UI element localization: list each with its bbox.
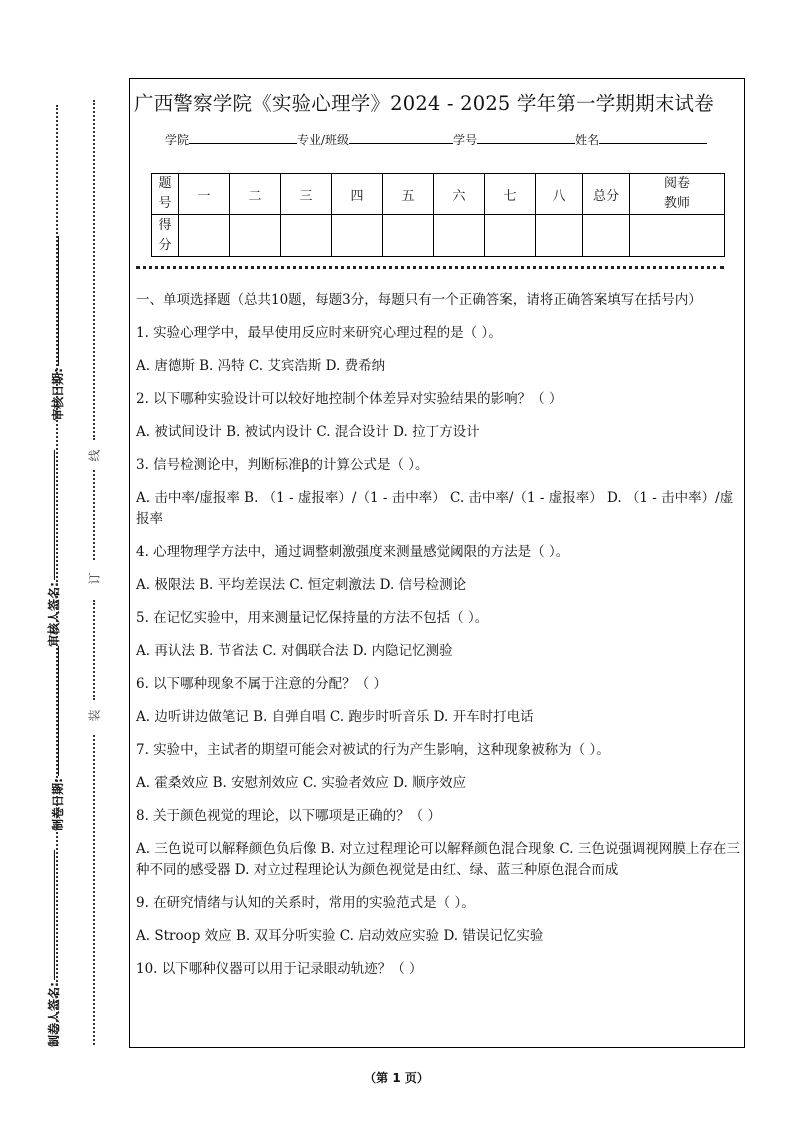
score-header-cell: 总分	[583, 174, 630, 215]
binding-char-staple: 订	[87, 572, 102, 585]
maker-date-label: 制卷日期:	[50, 778, 65, 831]
score-cell[interactable]	[630, 215, 725, 257]
question-options: A. 极限法 B. 平均差误法 C. 恒定刺激法 D. 信号检测论	[136, 577, 467, 593]
score-header-cell: 题 号	[152, 174, 179, 215]
question-text: 10. 以下哪种仪器可以用于记录眼动轨迹？（ ）	[136, 961, 423, 977]
maker-sign-field	[45, 850, 62, 1047]
question-options: A. 边听讲边做笔记 B. 自弹自唱 C. 跑步时听音乐 D. 开车时打电话	[136, 709, 534, 725]
score-cell[interactable]	[179, 215, 230, 257]
question-text: 4. 心理物理学方法中，通过调整刺激强度来测量感觉阈限的方法是（ ）。	[136, 544, 570, 560]
page-number: （第 1 页）	[364, 1071, 429, 1085]
score-header-cell: 六	[434, 174, 485, 215]
binding-char-line: 线	[87, 449, 102, 462]
question-text: 8. 关于颜色视觉的理论，以下哪项是正确的？（ ）	[136, 808, 441, 824]
exam-title: 广西警察学院《实验心理学》2024 - 2025 学年第一学期期末试卷	[134, 92, 714, 115]
score-cell[interactable]	[383, 215, 434, 257]
outer-dotted-line	[56, 105, 58, 1045]
reviewer-date-label: 审核日期:	[50, 368, 65, 421]
maker-date-line	[58, 646, 59, 776]
question-options: A. 击中率/虚报率 B. （1 - 虚报率）/（1 - 击中率） C. 击中率/（1 - 虚报率） D. （1 - 击中率）/虚报率	[136, 490, 734, 527]
maker-sign-label: 制卷人签名:	[46, 982, 61, 1047]
score-header-cell: 二	[230, 174, 281, 215]
binding-char-bind: 装	[87, 709, 102, 722]
score-label-cell: 得 分	[152, 215, 179, 257]
reviewer-sign-field	[45, 450, 62, 647]
college-field[interactable]	[189, 131, 297, 144]
binding-dotted-line-2	[93, 470, 95, 560]
question-text: 7. 实验中，主试者的期望可能会对被试的行为产生影响，这种现象被称为（ ）。	[136, 742, 610, 758]
question-text: 2. 以下哪种实验设计可以较好地控制个体差异对实验结果的影响？（ ）	[136, 391, 563, 407]
college-label: 学院	[165, 133, 190, 147]
name-field[interactable]	[599, 131, 707, 144]
question-text: 1. 实验心理学中，最早使用反应时来研究心理过程的是（ ）。	[136, 325, 502, 341]
binding-dotted-line-1	[93, 100, 95, 440]
reviewer-sign-line	[54, 450, 55, 580]
question-text: 6. 以下哪种现象不属于注意的分配？（ ）	[136, 676, 387, 692]
score-header-cell: 三	[281, 174, 332, 215]
score-cell[interactable]	[583, 215, 630, 257]
major-field[interactable]	[349, 131, 453, 144]
score-cell[interactable]	[281, 215, 332, 257]
student-id-field[interactable]	[477, 131, 575, 144]
score-cell[interactable]	[485, 215, 536, 257]
question-options: A. 霍桑效应 B. 安慰剂效应 C. 实验者效应 D. 顺序效应	[136, 775, 467, 791]
question-text: 9. 在研究情绪与认知的关系时，常用的实验范式是（ ）。	[136, 895, 475, 911]
header-separator	[136, 266, 724, 269]
score-header-cell: 一	[179, 174, 230, 215]
question-options: A. 被试间设计 B. 被试内设计 C. 混合设计 D. 拉丁方设计	[136, 424, 480, 440]
reviewer-sign-label: 审核人签名:	[46, 582, 61, 647]
question-options: A. 唐德斯 B. 冯特 C. 艾宾浩斯 D. 费希纳	[136, 358, 386, 374]
reviewer-date-line	[58, 236, 59, 366]
binding-dotted-line-4	[93, 735, 95, 1045]
score-header-cell: 七	[485, 174, 536, 215]
score-table-header-row	[152, 174, 725, 215]
score-cell[interactable]	[434, 215, 485, 257]
student-info-row	[165, 131, 707, 148]
score-table	[151, 173, 725, 257]
score-header-cell: 八	[536, 174, 583, 215]
score-table-score-row	[152, 215, 725, 257]
name-label: 姓名	[575, 133, 600, 147]
score-cell[interactable]	[230, 215, 281, 257]
question-options: A. 三色说可以解释颜色负后像 B. 对立过程理论可以解释颜色混合现象 C. 三色说强调视网膜上存在三种不同的感受器 D. 对立过程理论认为颜色视觉是由红、绿、蓝三种原色混合而成	[136, 841, 740, 878]
question-options: A. Stroop 效应 B. 双耳分听实验 C. 启动效应实验 D. 错误记忆实验	[136, 928, 544, 944]
score-cell[interactable]	[332, 215, 383, 257]
student-id-label: 学号	[453, 133, 478, 147]
section-heading: 一、单项选择题（总共10题，每题3分，每题只有一个正确答案，请将正确答案填写在括号内）	[136, 292, 702, 308]
score-header-cell: 五	[383, 174, 434, 215]
score-header-cell: 阅卷 教师	[630, 174, 725, 215]
question-text: 3. 信号检测论中，判断标准β的计算公式是（ ）。	[136, 457, 429, 473]
binding-dotted-line-3	[93, 600, 95, 700]
major-label: 专业/班级	[297, 133, 350, 147]
question-section	[136, 290, 740, 980]
score-header-cell: 四	[332, 174, 383, 215]
maker-sign-line	[54, 850, 55, 980]
score-cell[interactable]	[536, 215, 583, 257]
question-text: 5. 在记忆实验中，用来测量记忆保持量的方法不包括（ ）。	[136, 610, 489, 626]
question-options: A. 再认法 B. 节省法 C. 对偶联合法 D. 内隐记忆测验	[136, 643, 453, 659]
